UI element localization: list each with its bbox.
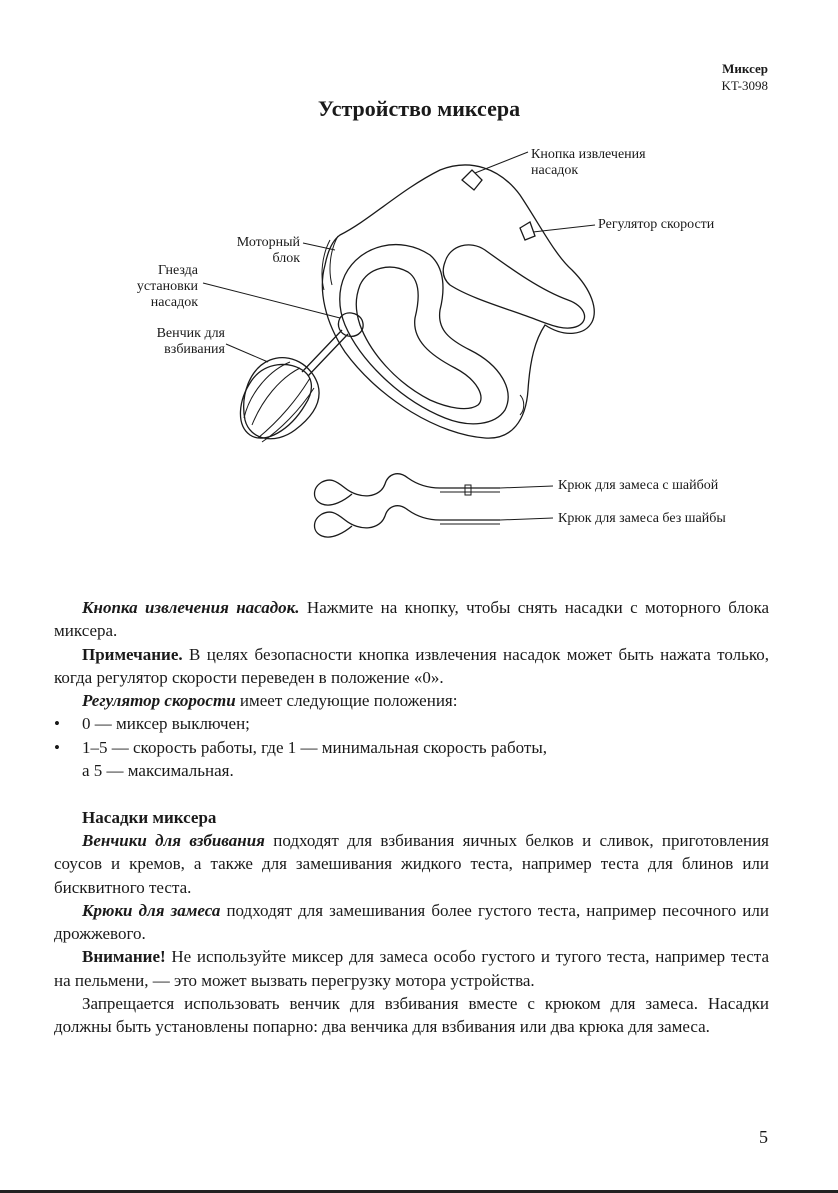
page-number: 5 — [759, 1127, 768, 1147]
text-eject-button: Нажмите на кнопку, чтобы снять насадки с моторного блока миксера. — [54, 598, 770, 641]
term-note: Примечание. — [82, 644, 183, 664]
text-whisks: подходят для взбивания яичных белков и сливок, приготовления соусов и кремов, а также для замешивания жидкого теста, например теста для блинов или бисквитного теста. — [54, 830, 770, 897]
leader-lines — [203, 152, 595, 520]
dough-hooks-illustration — [315, 474, 501, 537]
text-hooks: подходят для замешивания более густого теста, например песочного или дрожжевого. — [54, 900, 769, 944]
paragraph-prohibition: Запрещается использовать венчик для взбивания вместе с крюком для замеса. Насадки должны быть установлены попарно: два венчика для взбивания или два крюка для замеса. — [54, 994, 769, 1037]
term-warning: Внимание! — [82, 947, 166, 967]
paragraph-warning — [54, 945, 769, 992]
page-title: Устройство миксера — [317, 96, 521, 121]
callout-motor-block: Моторный блок — [236, 235, 300, 266]
paragraph-hooks — [54, 899, 769, 946]
bullet-item: • 1–5 — скорость работы, где 1 — минимальная скорость работы, — [54, 737, 547, 757]
term-eject-button: Кнопка извлечения насадок. — [82, 598, 300, 617]
section-heading: Насадки миксера — [82, 807, 217, 827]
term-speed-regulator: Регулятор скорости — [82, 691, 236, 711]
term-whisks: Венчики для взбивания — [82, 830, 265, 850]
callout-attachment-sockets: Гнезда установки насадок — [136, 263, 198, 310]
callout-whisk: Венчик для взбивания — [156, 326, 225, 357]
paragraph-eject-button — [54, 596, 769, 643]
paragraph-speed-regulator — [54, 689, 769, 712]
callout-hook-without-washer: Крюк для замеса без шайбы — [558, 511, 726, 526]
header-product: Миксер — [722, 61, 768, 76]
bullet-item: • 0 — миксер выключен; — [54, 714, 250, 734]
callout-eject-button: Кнопка извлечения насадок — [531, 147, 646, 178]
text-note: В целях безопасности кнопка извлечения насадок может быть нажата только, когда регулятор скорости переведен в положение «0». — [54, 644, 769, 687]
page-header — [722, 60, 768, 94]
header-model: KT-3098 — [721, 78, 768, 93]
callout-speed-regulator: Регулятор скорости — [598, 217, 715, 232]
term-hooks: Крюки для замеса — [82, 900, 221, 920]
bullet-continuation: а 5 — максимальная. — [82, 761, 234, 781]
body-text — [54, 596, 769, 1039]
paragraph-note — [54, 643, 769, 690]
text-warning: Не используйте миксер для замеса особо густого и тугого теста, например теста на пельмени, — это может вызвать перегрузку мотора устройства. — [54, 947, 769, 990]
callout-hook-with-washer: Крюк для замеса с шайбой — [558, 478, 719, 493]
text-speed-regulator: имеет следующие положения: — [235, 691, 458, 711]
paragraph-whisks — [54, 829, 769, 899]
mixer-body-illustration — [240, 165, 594, 442]
